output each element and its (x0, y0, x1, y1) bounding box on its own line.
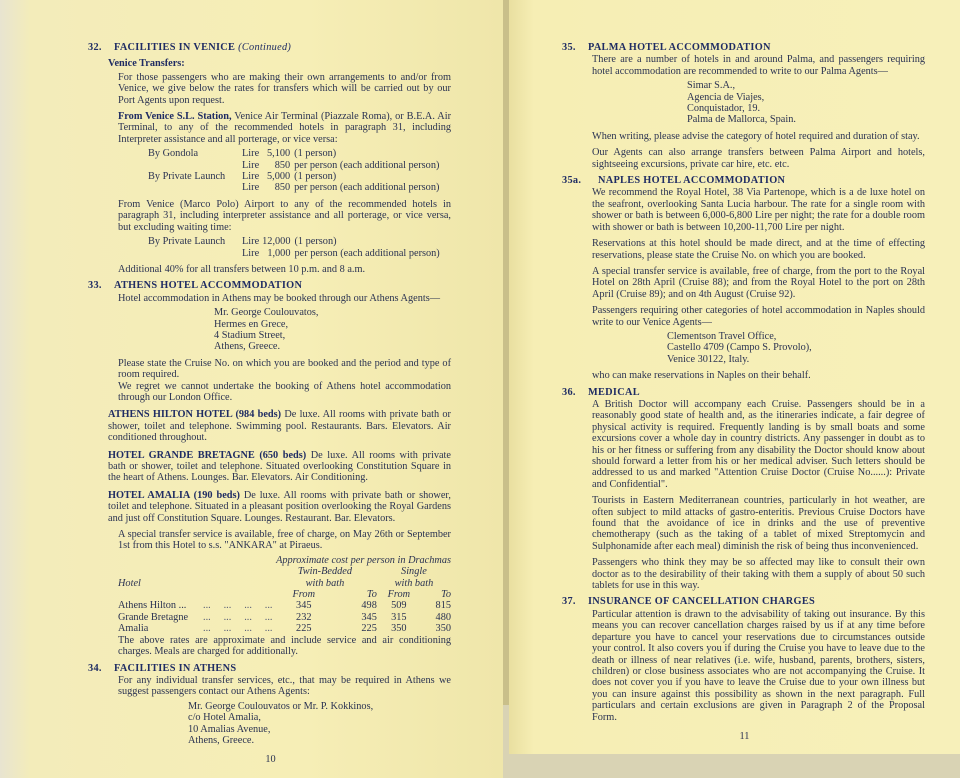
address-line: 4 Stadium Street, (214, 329, 286, 341)
paragraph: Passengers requiring other categories of hotel accommodation in Naples should write to our Venice Agents— (592, 305, 925, 328)
hotel-description: De luxe. All rooms with private bath or shower, toilet and telephone. Swimming pool. Restaurants. Bars. Elevators. Air conditioned throughout. (108, 409, 451, 444)
table-cell: Athens Hilton ... (118, 600, 187, 612)
column-header: To (441, 589, 451, 601)
column-group-header: Twin-Bedded (297, 566, 352, 578)
paragraph (118, 111, 451, 145)
section-36 (562, 387, 927, 592)
table-cell: 850 (274, 159, 291, 171)
address-line: Simar S.A., (687, 80, 736, 92)
address-line: Athens, Greece. (214, 341, 281, 353)
paragraph: There are a number of hotels in and around Palma, and passengers requiring hotel accommodation are recommended to write to our Palma Agents— (592, 54, 925, 77)
paragraph: A special transfer service is available, free of charge, on May 26th or September 1st from this Hotel to s.s. "ANKARA" at Piraeus. (118, 529, 451, 552)
table-cell: Lire (242, 247, 260, 259)
address-line: Agencia de Viajes, (687, 91, 765, 103)
hotel-entry-amalia (108, 490, 451, 524)
address-line: Conquistador, 19. (687, 103, 761, 115)
column-group-header: with bath (305, 577, 345, 589)
address-line: Mr. George Coulouvatos or Mr. P. Kokkinos, (188, 700, 374, 712)
paragraph: Passengers who think they may be so affected may like to consult their own doctor as to the desirability of their taking with them a supply of about 50 such tablets for use in this way. (592, 557, 925, 592)
column-header: Hotel (118, 577, 141, 589)
column-header: From (292, 589, 316, 601)
rate-row (148, 171, 439, 182)
table-cell: 498 (361, 600, 377, 612)
hotel-name: ATHENS HILTON HOTEL (984 beds) (108, 409, 282, 421)
table-cell: 5,100 (266, 148, 291, 160)
hotel-description: De luxe. All rooms with private bath or shower, toilet and telephone. Situated overlooking Constitution Square in the heart of Athens. Lounges. Bar. Elevators. Air Conditioning. (108, 449, 451, 484)
paragraph: Please state the Cruise No. on which you are booked and the period and type of room required. (118, 357, 451, 381)
section-title: MEDICAL (588, 386, 640, 398)
table-cell: 5,000 (266, 171, 291, 183)
table-cell: 12,000 (262, 236, 291, 248)
table-cell: per person (each additional person) (294, 182, 440, 194)
column-header: From (387, 589, 411, 601)
hotel-name: HOTEL AMALIA (190 beds) (108, 489, 240, 501)
rate-row (148, 160, 439, 171)
agent-address (687, 80, 925, 126)
section-title: FACILITIES IN ATHENS (114, 662, 237, 674)
table-cell: Lire (242, 182, 260, 194)
table-cell: per person (each additional person) (294, 247, 440, 259)
paragraph: We recommend the Royal Hotel, 38 Via Partenope, which is a de luxe hotel on the seafront, overlooking Santa Lucia harbour. The rate for a single room with shower or bath is between 6,000-6,800 Lire per night; the rate for a double room with shower or bath is between 10,200-11,700 Lire per night. (592, 187, 925, 233)
section-number: 35a. (562, 175, 582, 187)
section-heading (562, 387, 927, 398)
bold-lead: From Venice S.L. Station, (118, 111, 232, 123)
rate-row (148, 148, 439, 159)
section-number: 32. (88, 42, 102, 53)
table-cell: (1 person) (294, 171, 337, 183)
paragraph: We regret we cannot undertake the booking of Athens hotel accommodation through our London Office. (118, 380, 451, 403)
section-heading (88, 280, 453, 291)
paragraph: A British Doctor will accompany each Cruise. Passengers should be in a reasonably good state of health and, as the itineraries indicate, a fair degree of physical activity is required. Frequently landing is by small boats and some excursions cover a whole day in country districts. Any passenger in doubt as to his or her fitness or suffering from any disability the Doctor should know about should forward a letter from his or her medical adviser. Such letters should be addressed to us and marked "Attention Cruise Doctor (Cruise No......): Private and Confidential". (592, 398, 925, 490)
table-row (118, 600, 451, 611)
table-cell: Grande Bretagne (118, 611, 189, 623)
table-cell: By Private Launch (148, 171, 226, 183)
table-cell: 850 (274, 182, 291, 194)
page-number: 11 (739, 730, 750, 742)
subheading: Venice Transfers: (108, 58, 185, 70)
agent-address (188, 701, 451, 747)
section-number: 37. (562, 596, 576, 608)
table-cell: 345 (296, 600, 312, 612)
address-line: Castello 4709 (Campo S. Provolo), (667, 342, 812, 354)
table-cell: per person (each additional person) (294, 159, 440, 171)
left-page-column (88, 0, 453, 778)
section-35a (562, 175, 927, 382)
paragraph: Particular attention is drawn to the advisability of taking out insurance. By this means you can recover cancellation charges raised by us if at any time before departure you have to cancel your reservations due to circumstances outside your control. It also covers you if during the Cruise you have to leave due to the death or illness of near relatives (i.e. wife, husband, parents, brothers, sisters, children) or close business associates who are not accompanying the Cruise. It does not cover you if you have to leave the Cruise due to your own illness but you can insure against this possibility as shown in the next paragraph. Full particulars and certain exclusions are given in Paragraph 2 of the Proposal Form. (592, 608, 925, 723)
section-title: ATHENS HOTEL ACCOMMODATION (114, 280, 303, 292)
section-heading (562, 596, 927, 607)
paragraph: Our Agents can also arrange transfers between Palma Airport and hotels, sightseeing excursions, private car hire, etc. etc. (592, 147, 925, 170)
venice-rates-table (148, 148, 439, 194)
table-row (118, 612, 451, 623)
section-heading (88, 42, 453, 53)
section-35 (562, 42, 927, 170)
section-title: PALMA HOTEL ACCOMMODATION (588, 42, 771, 53)
paragraph: From Venice (Marco Polo) Airport to any of the recommended hotels in paragraph 31, including interpreter assistance and all porterage, or vice versa, but excluding waiting time: (118, 198, 451, 233)
section-heading (88, 663, 453, 674)
section-title: INSURANCE OF CANCELLATION CHARGES (588, 596, 816, 608)
table-cell: Amalia (118, 623, 149, 635)
column-header: To (366, 589, 377, 601)
section-heading (562, 42, 927, 53)
table-cell: 225 (296, 623, 312, 635)
section-heading (562, 175, 927, 186)
page-number: 10 (265, 754, 276, 766)
paragraph: The above rates are approximate and include service and air conditioning charges. Meals are charged for additionally. (118, 634, 451, 658)
table-cell: 345 (361, 611, 377, 623)
table-cell: 225 (361, 623, 377, 635)
hotel-rates-table (118, 555, 451, 635)
hotel-entry-hilton (108, 409, 451, 443)
table-cell: 350 (435, 623, 451, 635)
agent-address (214, 307, 451, 353)
table-cell: ... ... ... ... (203, 600, 273, 612)
section-number: 33. (88, 280, 102, 292)
address-line: Venice 30122, Italy. (667, 353, 750, 365)
address-line: 10 Amalias Avenue, (188, 723, 271, 735)
table-cell: By Gondola (148, 148, 199, 160)
continued-label: (Continued) (238, 42, 292, 53)
table-caption: Approximate cost per person in Drachmas (276, 554, 451, 566)
airport-rates-table (148, 236, 440, 259)
hotel-name: HOTEL GRANDE BRETAGNE (650 beds) (108, 449, 307, 461)
address-line: c/o Hotel Amalia, (188, 712, 261, 724)
rate-row (148, 236, 440, 247)
section-34 (88, 663, 453, 747)
table-cell: 315 (391, 611, 407, 623)
section-number: 34. (88, 662, 102, 674)
hotel-entry-grande-bretagne (108, 450, 451, 484)
section-title: FACILITIES IN VENICE (114, 42, 236, 53)
table-cell: 480 (435, 611, 451, 623)
paragraph: For those passengers who are making their own arrangements to and/or from Venice, we give below the rates for transfers which will be carried out by our Port Agents upon request. (118, 71, 451, 106)
paragraph: who can make reservations in Naples on their behalf. (592, 370, 811, 382)
table-cell: (1 person) (294, 148, 337, 160)
paragraph: Reservations at this hotel should be made direct, and at the time of effecting reservations, please state the Cruise No. on which you are booked. (592, 238, 925, 261)
paragraph: Hotel accommodation in Athens may be booked through our Athens Agents— (118, 292, 441, 304)
table-cell: 509 (391, 600, 407, 612)
paragraph: When writing, please advise the category of hotel required and duration of stay. (592, 130, 920, 142)
table-cell: Lire (242, 159, 260, 171)
section-number: 35. (562, 42, 576, 53)
address-line: Clementson Travel Office, (667, 330, 777, 342)
column-group-header: with bath (394, 577, 434, 589)
paragraph: For any individual transfer services, etc., that may be required in Athens we suggest passengers contact our Athens Agents: (118, 674, 451, 698)
section-32 (88, 42, 453, 275)
agent-address (667, 331, 925, 365)
table-cell: 232 (296, 611, 312, 623)
paragraph: A special transfer service is available, free of charge, from the port to the Royal Hotel on 28th April (Cruise 88); and from the Royal Hotel to the port on 28th April (Cruise 89); and on 4th August (Cruise 92). (592, 265, 925, 300)
table-row (118, 623, 451, 634)
paragraph-text: Venice Air Terminal (Piazzale Roma), or B.E.A. Air Terminal, to any of the recommended hotels in paragraph 31, including Interpreter assistance and all porterage, or vice versa: (118, 111, 452, 145)
table-cell (148, 160, 242, 171)
hotel-description: De luxe. All rooms with private bath or shower, toilet and telephone. Situated in a pleasant position overlooking the Royal Gardens and just off Constitution Square. Lounges. Restaurant. Bar. Elevators. (108, 489, 451, 524)
section-33 (88, 280, 453, 657)
section-37 (562, 596, 927, 722)
table-cell: (1 person) (294, 236, 337, 248)
column-group-header: Single (401, 566, 427, 578)
table-cell: 350 (391, 623, 407, 635)
table-cell: ... ... ... ... (203, 611, 273, 623)
table-cell: 1,000 (267, 247, 291, 259)
table-cell: Lire (242, 148, 260, 160)
table-cell (148, 182, 242, 193)
table-cell: ... ... ... ... (203, 623, 273, 635)
table-cell: Lire (242, 171, 260, 183)
rate-row (148, 248, 440, 259)
table-cell (148, 248, 242, 259)
table-cell: Lire (242, 236, 260, 248)
address-line: Palma de Mallorca, Spain. (687, 114, 796, 126)
right-page-column (562, 0, 927, 754)
address-line: Mr. George Coulouvatos, (214, 307, 319, 319)
table-cell: 815 (435, 600, 451, 612)
address-line: Athens, Greece. (188, 734, 255, 746)
section-title: NAPLES HOTEL ACCOMMODATION (598, 175, 786, 187)
paragraph: Additional 40% for all transfers between 10 p.m. and 8 a.m. (118, 263, 366, 275)
right-page (509, 0, 960, 754)
rate-row (148, 182, 439, 193)
section-number: 36. (562, 386, 576, 398)
table-cell: By Private Launch (148, 236, 226, 248)
address-line: Hermes en Grece, (214, 318, 289, 330)
paragraph: Tourists in Eastern Mediterranean countries, particularly in hot weather, are often subject to mild attacks of gastro-enteritis. Previous Cruise Doctors have found that the avoidance of ice in drinks and the use of preventive chemotherapy (such as the taking of a tablet of mixed Streptomycin and Sulphonamide after each meal) diminish the risk of being thus inconvenienced. (592, 495, 925, 552)
